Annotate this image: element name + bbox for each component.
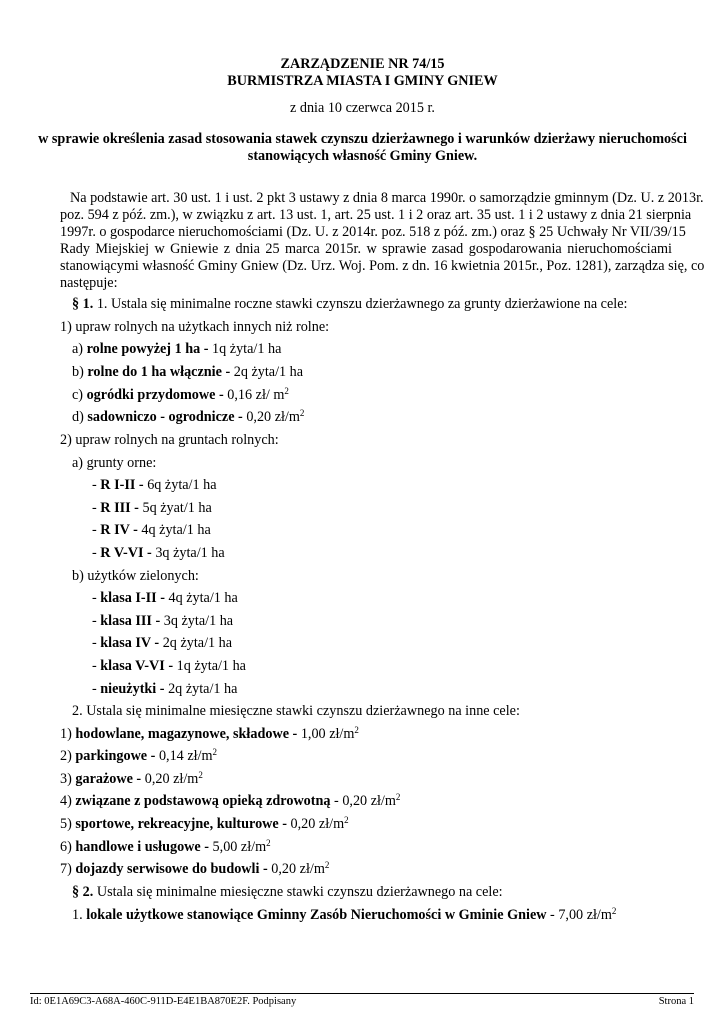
s2-intro: § 2. Ustala się minimalne miesięczne stawki czynszu dzierżawnego na cele: [72,884,503,900]
s1-point-2a: a) grunty orne: [72,455,157,471]
list-item: b) rolne do 1 ha włącznie - 2q żyta/1 ha [72,364,304,380]
list-item: - R I-II - 6q żyta/1 ha [92,477,217,493]
list-item: - nieużytki - 2q żyta/1 ha [92,681,238,697]
list-item: 1. lokale użytkowe stanowiące Gminny Zasób Nieruchomości w Gminie Gniew - 7,00 $zł/m^2$ [72,906,617,923]
s1-paragraph-2: 2. Ustala się minimalne miesięczne stawki czynszu dzierżawnego na inne cele: [72,703,520,719]
preamble-line-3: 1997r. o gospodarce nieruchomościami (Dz. U. z 2014r. poz. 518 z póź. zm.) oraz § 25 Uchwały Nr VII/39/15 [60,224,686,240]
list-item: - klasa I-II - 4q żyta/1 ha [92,590,238,606]
subject-line-1: w sprawie określenia zasad stosowania stawek czynszu dzierżawnego i warunków dzierżawy nieruchomości [38,131,687,147]
preamble-line-4: Rady Miejskiej w Gniewie z dnia 25 marca 2015r. w sprawie zasad gospodarowania nieruchomościami [60,241,672,257]
title-line-1: ZARZĄDZENIE NR 74/15 [280,56,445,72]
list-item: - klasa III - 3q żyta/1 ha [92,613,234,629]
list-item: 5) sportowe, rekreacyjne, kulturowe - 0,20 $zł/m^2$ [60,815,349,832]
list-item: 3) garażowe - 0,20 $zł/m^2$ [60,770,203,787]
list-item: - klasa IV - 2q żyta/1 ha [92,635,233,651]
list-item: - R III - 5q żyat/1 ha [92,500,212,516]
preamble-line-1: Na podstawie art. 30 ust. 1 i ust. 2 pkt 3 ustawy z dnia 8 marca 1990r. o samorządzie gminnym (Dz. U. z 2013r. [70,190,704,206]
list-item: d) sadowniczo - ogrodnicze - 0,20 $zł/m^2$ [72,408,305,425]
list-item: 6) handlowe i usługowe - 5,00 $zł/m^2$ [60,838,271,855]
preamble-line-5: stanowiącymi własność Gminy Gniew (Dz. Urz. Woj. Pom. z dn. 16 kwietnia 2015r., Poz. 1281), zarządza się, co [60,258,705,274]
list-item: a) rolne powyżej 1 ha - 1q żyta/1 ha [72,341,282,357]
document-date: z dnia 10 czerwca 2015 r. [290,100,435,116]
s1-intro: § 1. 1. Ustala się minimalne roczne stawki czynszu dzierżawnego za grunty dzierżawione na cele: [72,296,628,312]
footer-document-id: Id: 0E1A69C3-A68A-460C-911D-E4E1BA870E2F. Podpisany [30,996,297,1007]
list-item: - klasa V-VI - 1q żyta/1 ha [92,658,246,674]
footer-page-number: Strona 1 [658,996,694,1007]
list-item: 1) hodowlane, magazynowe, składowe - 1,00 $zł/m^2$ [60,725,359,742]
list-item: 7) dojazdy serwisowe do budowli - 0,20 $zł/m^2$ [60,860,330,877]
s1-point-2: 2) upraw rolnych na gruntach rolnych: [60,432,279,448]
title-line-2: BURMISTRZA MIASTA I GMINY GNIEW [227,73,498,89]
subject-line-2: stanowiących własność Gminy Gniew. [247,148,478,164]
list-item: - R IV - 4q żyta/1 ha [92,522,211,538]
s1-point-1: 1) upraw rolnych na użytkach innych niż rolne: [60,319,330,335]
list-item: 2) parkingowe - 0,14 $zł/m^2$ [60,747,218,764]
s1-point-2b: b) użytków zielonych: [72,568,199,584]
preamble-line-2: poz. 594 z póź. zm.), w związku z art. 13 ust. 1, art. 25 ust. 1 i 2 oraz art. 35 ust. 1 i 2 ustawy z dnia 21 sierpnia [60,207,692,223]
footer-rule [30,993,694,994]
preamble-line-6: następuje: [60,275,118,291]
list-item: - R V-VI - 3q żyta/1 ha [92,545,225,561]
list-item: c) ogródki przydomowe - 0,16 zł/ $m^2$ [72,386,289,403]
list-item: 4) związane z podstawową opieką zdrowotną - 0,20 $zł/m^2$ [60,792,401,809]
